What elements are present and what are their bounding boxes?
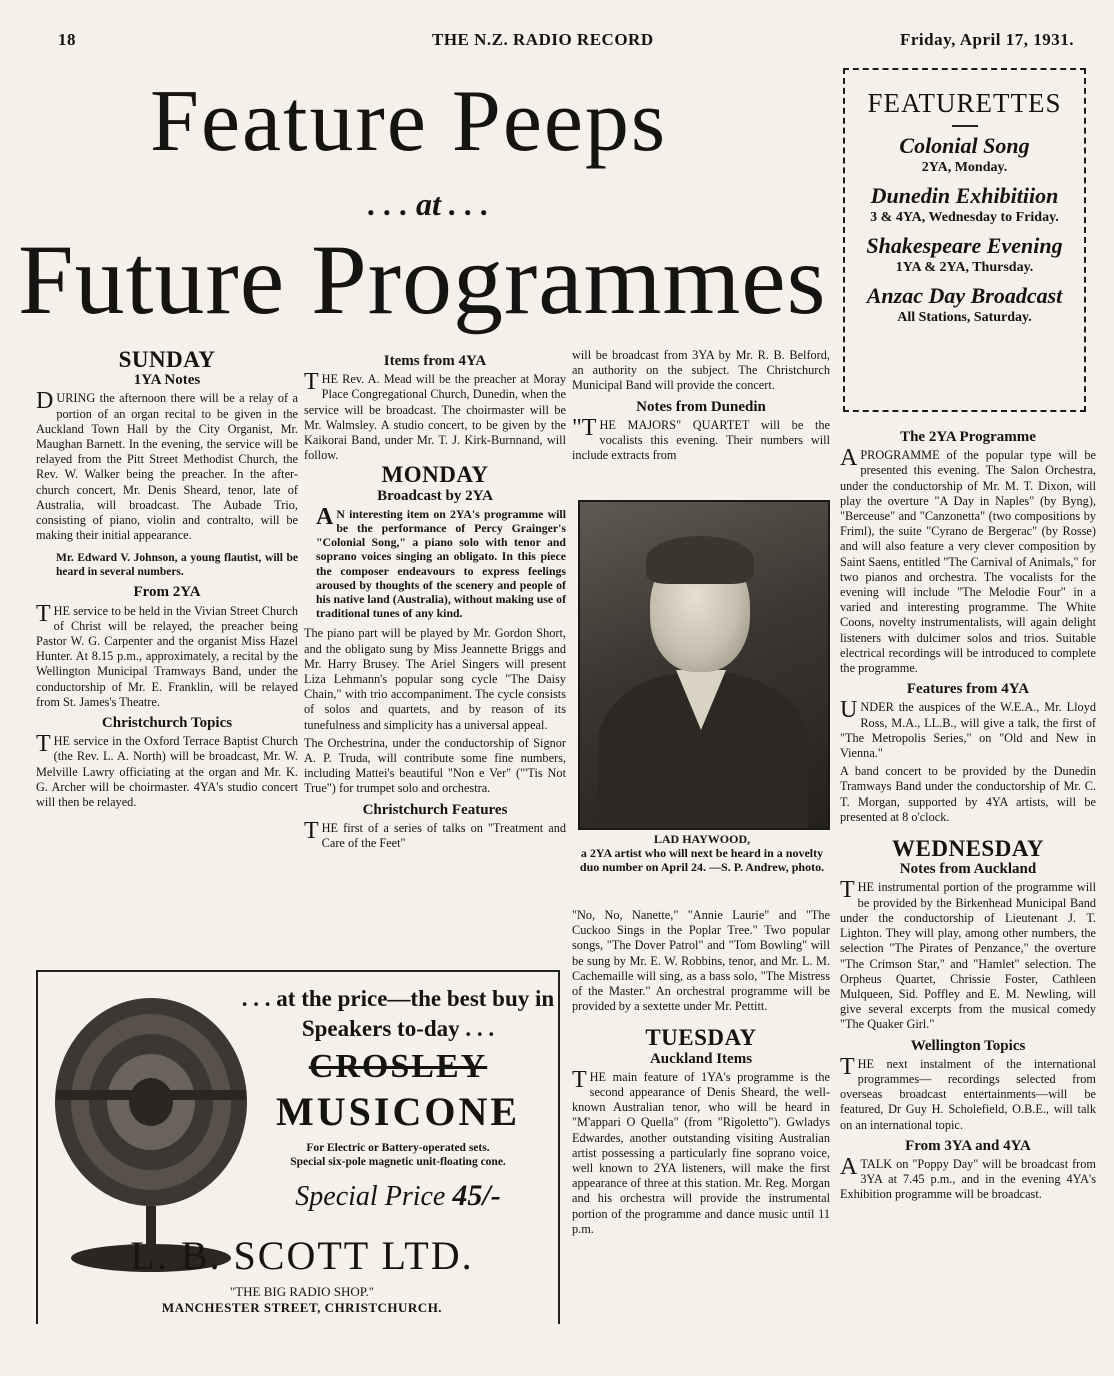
article-text: THE main feature of 1YA's programme is the second appearance of Denis Sheard, the well-known Australian tenor, who will be heard in "M'appari O Quella" (from "Rigoletto"). Gwladys Edwardes, another outstanding visiting Australian artist possessing a particularly fine soprano voice, well known to 2YA listeners, will make the first appearance of three at this station. Mr. Reg. Morgan and his orchestra will provide the instrumental portion of the programme and dance music until 11 p.m. [572, 1066, 830, 1236]
page-number: 18 [58, 30, 76, 49]
article-text: THE instrumental portion of the programme will be provided by the Birkenhead Municipal Band under the conductorship of Lieutenant J. T. Lighton. They will play, among other numbers, the selection "The Pirates of Penzance," the overture "The Crimson Star," and "Hamlet" selection. The Orpheus Quartet, Chrissie Foster, Cathleen Mulqueen, Sid. Poffley and E. M. Newling, will give several excerpts from the musical comedy "The Quaker Girl." [840, 877, 1096, 1032]
article-text: The Orchestrina, under the conductorship of Signor A. P. Truda, will contribute some fine numbers, including Mattei's beautiful "Non e Ver" ("'Tis Not True") for trumpet solo and orchestra. [304, 735, 566, 796]
section-heading: From 3YA and 4YA [905, 1137, 1031, 1154]
article-text: will be broadcast from 3YA by Mr. R. B. Belford, an authority on the subject. The Christchurch Municipal Band will provide the concert. [572, 348, 830, 393]
featurette-name: Shakespeare Evening [866, 233, 1063, 258]
article-text: THE first of a series of talks on "Treatment and Care of the Feet" [304, 817, 566, 851]
section-heading: Notes from Dunedin [636, 398, 766, 415]
day-heading-sunday: SUNDAY [118, 347, 216, 372]
featurettes-box [843, 68, 1086, 412]
article-text: THE Rev. A. Mead will be the preacher at Moray Place Congregational Church, Dunedin, when the service will be broadcast. The choirmaster will be Mr. Walmsley. A studio concert, to be given by the Kaikorai Band, under Mr. T. J. Kirk-Burnnand, will follow. [304, 369, 566, 463]
ad-price-label: Special Price [295, 1181, 446, 1212]
caption-name: LAD HAYWOOD, [653, 832, 751, 846]
day-heading-monday: MONDAY [381, 462, 489, 488]
headline-feature-peeps: Feature Peeps [150, 73, 668, 170]
featurette-detail: All Stations, Saturday. [897, 310, 1032, 325]
column-3-bottom [572, 908, 830, 1240]
section-heading: Christchurch Topics [101, 715, 233, 732]
article-text: THE service in the Oxford Terrace Baptist Church (the Rev. L. A. North) will be broadcast, Mr. W. Melville Lawry officiating at the organ and Mr. K. G. Archer will be choirmaster. 4YA's studio concert will then be relayed. [36, 731, 298, 810]
ad-brand: CROSLEY [308, 1048, 488, 1085]
ad-shop-name: "THE BIG RADIO SHOP." [229, 1284, 375, 1299]
issue-date: Friday, April 17, 1931. [900, 30, 1074, 49]
photo-caption [578, 832, 826, 874]
featurettes-title: FEATURETTES [867, 88, 1062, 118]
article-text: "No, No, Nanette," "Annie Laurie" and "The Cuckoo Sings in the Poplar Tree." Two popular songs, "The Dover Patrol" and "Tom Bowling" will be sung by Mr. E. W. Robbins, tenor, and Mr. L. M. Cachemaille will sing, as a bass solo, "The Mistress of the Master." An orchestral programme will be provided by a sextette under Mr. Pettitt. [572, 908, 830, 1014]
column-3-top [572, 348, 830, 466]
ad-product: MUSICONE [275, 1089, 521, 1134]
headline-future-programmes: Future Programmes [18, 224, 827, 335]
section-heading: The 2YA Programme [900, 429, 1036, 445]
ad-price [238, 1179, 558, 1213]
publication-name: THE N.Z. RADIO RECORD [432, 30, 654, 49]
ad-tagline: . . . at the price—the best buy in Speakers to-day . . . [241, 986, 555, 1041]
featurette-detail: 1YA & 2YA, Thursday. [895, 260, 1034, 275]
article-text: APROGRAMME of the popular type will be presented this evening. The Salon Orchestra, under the conductorship of Mr. M. T. Dixon, will play the overture "A Day in Naples" (by Byng), "Berceuse" and "Canzonetta" (two compositions by Friml), the suite "Cyrano de Bergerac" (by Rosse) and will also feature a very clever composition by Saint Saens, entitled "The Carnival of Animals," for two pianos and orchestra. The vocalists for the evening will include "The Melodie Four" in a varied and interesting programme. The White Coons, novelty instrumentalists, will again delight listeners with dulcimer solos and trios. Suitable electrical recordings will be introduced to complete the programme. [840, 445, 1096, 676]
ad-price-value: 45/- [452, 1179, 501, 1212]
section-heading: Broadcast by 2YA [377, 487, 493, 504]
portrait-photo [578, 500, 830, 830]
featurette-detail: 3 & 4YA, Wednesday to Friday. [870, 210, 1059, 225]
article-text: ATALK on "Poppy Day" will be broadcast from 3YA at 7.45 p.m., and in the evening 4YA's Exhibition programme will be broadcast. [840, 1153, 1096, 1202]
section-heading: Christchurch Features [362, 801, 508, 818]
article-text: "THE MAJORS" QUARTET will be the vocalists this evening. Their numbers will include extracts from [572, 414, 830, 463]
article-text: THE service to be held in the Vivian Street Church of Christ will be relayed, the preacher being Pastor W. G. Carpenter and the organist Miss Hazel Hunter. At 8.15 p.m., approximately, a recital by the Wellington Municipal Tramways Band, under the conductorship of Mr. E. Franklin, will be relayed from St. James's Theatre. [36, 600, 298, 709]
note-text: Mr. Edward V. Johnson, a young flautist, will be heard in several numbers. [56, 552, 298, 579]
column-2 [304, 348, 566, 854]
day-heading-wednesday: WEDNESDAY [892, 836, 1044, 862]
article-text: UNDER the auspices of the W.E.A., Mr. Lloyd Ross, M.A., LL.B., will give a talk, the first of "The Metropolis Series," on "Old and New in Vienna." [840, 697, 1096, 761]
ad-company: L. B. SCOTT LTD. [130, 1233, 474, 1278]
section-heading: From 2YA [133, 584, 201, 601]
article-text: THE next instalment of the international programmes— recordings selected from overseas broadcast entertainments—will be featured, Dr Guy H. Scholefield, O.B.E., will talk on an international topic. [840, 1053, 1096, 1132]
featurette-name: Colonial Song [899, 133, 1030, 158]
ad-shop-address: MANCHESTER STREET, CHRISTCHURCH. [161, 1300, 443, 1315]
ad-spec: For Electric or Battery-operated sets. Special six-pole magnetic unit-floating cone. [290, 1142, 506, 1168]
article-text: The piano part will be played by Mr. Gordon Short, and the obligato sung by Miss Jeannette Briggs and Mr. Harry Brusey. The Ariel Singers will present Liza Lehmann's popular song cycle "The Daisy Chain," with trio accompaniment. The cycle consists of solos and quartets, and by reason of its tunefulness and simplicity has a universal appeal. [304, 626, 566, 732]
section-heading: Items from 4YA [383, 353, 487, 369]
photo-hair [646, 536, 754, 584]
featurette-name: Anzac Day Broadcast [866, 283, 1063, 308]
day-heading-tuesday: TUESDAY [645, 1025, 757, 1051]
section-heading: Features from 4YA [906, 681, 1030, 698]
featurette-detail: 2YA, Monday. [921, 160, 1008, 175]
crosley-advertisement [36, 970, 560, 1324]
featurette-name: Dunedin Exhibitiion [870, 183, 1059, 208]
section-heading: 1YA Notes [133, 372, 201, 389]
ad-shop [112, 1284, 492, 1316]
section-heading: Wellington Topics [910, 1037, 1026, 1054]
section-heading: Auckland Items [649, 1050, 753, 1067]
article-text: A band concert to be provided by the Dunedin Tramways Band under the conductorship of Mr. C. T. Morgan, supported by 4YA artists, will be presented at 8 o'clock. [840, 764, 1096, 824]
ad-copy [238, 984, 558, 1213]
column-4 [840, 424, 1096, 1206]
caption-text: a 2YA artist who will next be heard in a novelty duo number on April 24. —S. P. Andrew, photo. [579, 846, 825, 874]
headline-at: . . . at . . . [368, 186, 489, 222]
section-heading: Notes from Auckland [899, 861, 1037, 878]
featurettes-rule [952, 125, 978, 127]
column-1 [36, 348, 298, 813]
article-text: DURING the afternoon there will be a relay of a portion of an organ recital to be given in the Auckland Town Hall by the City Organist, Mr. Maughan Barnett. In the evening, the service will be relayed from the Pitt Street Methodist Church, the Rev. W. Walker being the preacher. In the after-church concert, Mr. Denis Sheard, tenor, late of Australia, will broadcast. The Aubade Trio, consisting of piano, violin and contralto, will be making their initial appearance. [36, 388, 298, 543]
article-text-bold: AN interesting item on 2YA's programme will be the performance of Percy Grainger's "Colonial Song," a piano solo with tenor and soprano voices singing an obligato. In this piece the composer endeavours to express feelings aroused by thoughts of the scenery and people of his native land (Australia), without making use of traditional tunes of any kind. [316, 503, 566, 621]
